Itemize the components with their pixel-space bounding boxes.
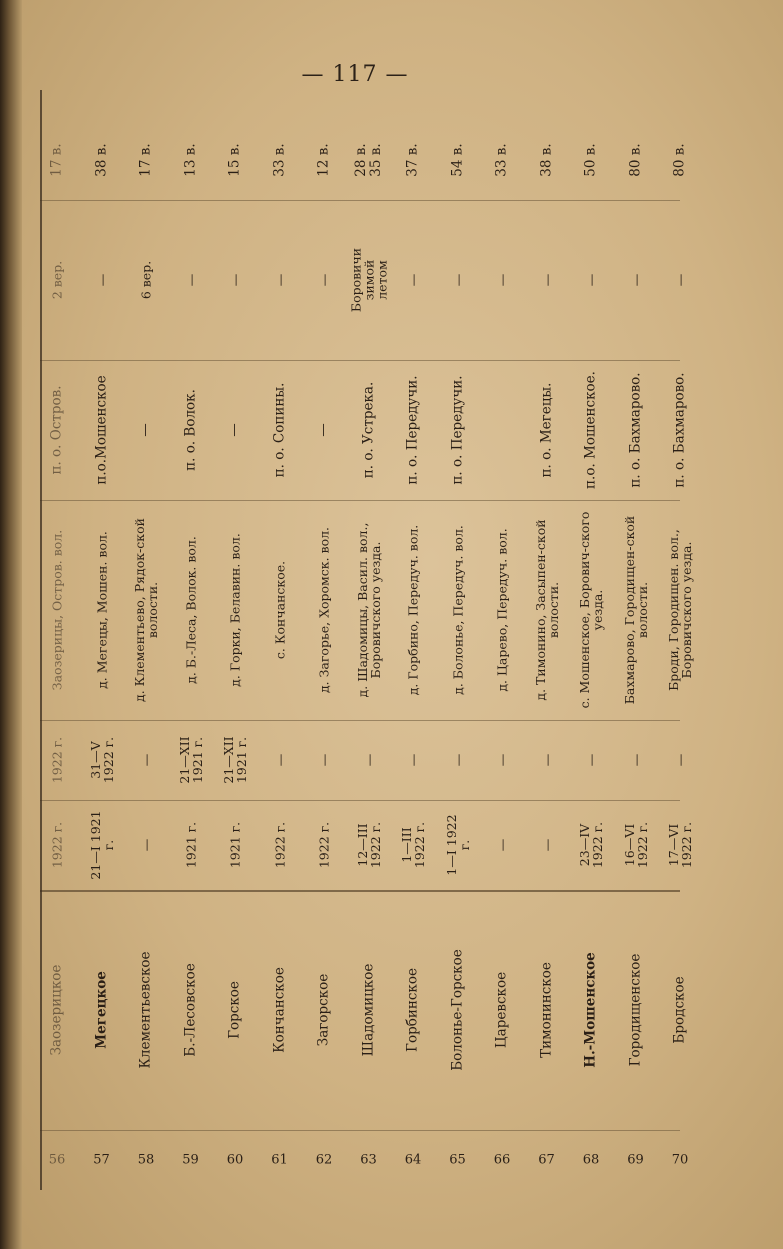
cell-text-vil: Заозерицы, Остров. вол. <box>49 529 65 691</box>
cell-vil <box>568 500 614 720</box>
cell-text-vil: д. Мегецы, Мошен. вол. <box>94 531 109 689</box>
cell-po <box>301 360 347 500</box>
cell-text-vil: д. Б.-Леса, Волок. вол. <box>183 536 198 684</box>
cell-km <box>657 120 703 200</box>
cell-km <box>346 120 392 200</box>
cell-km <box>390 120 436 200</box>
cell-d2 <box>568 720 614 800</box>
cell-text-no: 57 <box>93 1152 110 1168</box>
cell-text-po: п. о. Сопины. <box>271 382 287 478</box>
cell-dist <box>657 200 703 360</box>
cell-dist <box>435 200 481 360</box>
cell-d2 <box>168 720 214 800</box>
cell-d2 <box>657 720 703 800</box>
cell-text-d1: 21—I 1921 г. <box>87 810 116 880</box>
cell-text-d1: 1921 г. <box>183 821 198 869</box>
cell-no <box>390 1130 436 1190</box>
cell-text-km: 28 в. 35 в. <box>352 143 384 177</box>
cell-km <box>212 120 258 200</box>
cell-km <box>168 120 214 200</box>
cell-d2 <box>524 720 570 800</box>
cell-po <box>613 360 659 500</box>
cell-text-no: 68 <box>582 1152 600 1168</box>
column-rule <box>40 720 680 721</box>
cell-po <box>168 360 214 500</box>
cell-name <box>123 890 169 1130</box>
cell-no <box>123 1130 169 1190</box>
cell-text-name: Городищенское <box>627 953 643 1067</box>
cell-km <box>613 120 659 200</box>
cell-text-km: 33 в. <box>493 143 510 177</box>
cell-d2 <box>346 720 392 800</box>
table-row <box>524 90 570 1190</box>
cell-d1 <box>168 800 214 890</box>
cell-text-d1: 16—VI 1922 г. <box>621 821 650 869</box>
book-spine-edge <box>0 0 22 1249</box>
cell-no <box>657 1130 703 1190</box>
cell-text-dist: — <box>316 273 332 287</box>
cell-no <box>301 1130 347 1190</box>
cell-text-d2: 31—V 1922 г. <box>87 736 116 784</box>
cell-text-d1: — <box>494 838 510 852</box>
cell-text-km: 12 в. <box>315 143 332 177</box>
cell-text-name: Тимонинское <box>538 962 554 1058</box>
cell-d2 <box>79 720 125 800</box>
cell-text-po: п. о. Передучи. <box>449 375 465 485</box>
cell-vil <box>212 500 258 720</box>
table-row <box>123 90 169 1190</box>
cell-text-dist: — <box>583 273 599 287</box>
cell-text-no: 62 <box>315 1152 333 1168</box>
cell-d1 <box>212 800 258 890</box>
cell-text-km: 80 в. <box>671 143 688 177</box>
cell-text-dist: — <box>494 273 510 287</box>
cell-text-no: 64 <box>404 1152 422 1168</box>
cell-text-d1: 12—III 1922 г. <box>354 821 383 869</box>
cell-text-name: Кончанское <box>271 967 287 1053</box>
cell-vil <box>79 500 125 720</box>
cell-text-vil: д. Клементьево, Рядок-ской волости. <box>132 518 160 702</box>
cell-text-po: — <box>315 423 332 437</box>
cell-text-name: Царевское <box>493 971 510 1049</box>
cell-no <box>79 1130 125 1190</box>
cell-text-d2: — <box>583 753 599 767</box>
cell-text-d1: 1921 г. <box>227 821 243 869</box>
cell-text-name: Заозерицкое <box>48 964 65 1056</box>
cell-text-d2: — <box>494 753 510 767</box>
cell-text-d1: 1—I 1922 г. <box>443 814 472 876</box>
cell-no <box>479 1130 525 1190</box>
cell-text-no: 59 <box>182 1152 199 1168</box>
cell-text-dist: — <box>450 273 465 287</box>
cell-text-d2: — <box>672 753 688 767</box>
cell-vil <box>524 500 570 720</box>
cell-text-po: п. о. Передучи. <box>404 375 421 485</box>
cell-text-dist: — <box>405 273 421 287</box>
cell-dist <box>123 200 169 360</box>
cell-dist <box>168 200 214 360</box>
cell-text-d2: — <box>272 753 287 767</box>
cell-text-vil: д. Царево, Передуч. вол. <box>494 528 510 692</box>
cell-text-po: п. о. Бахмарово. <box>627 372 643 488</box>
cell-name <box>168 890 214 1130</box>
cell-text-d1: — <box>138 838 154 852</box>
cell-km <box>435 120 481 200</box>
cell-d2 <box>257 720 303 800</box>
cell-text-d1: 17—VI 1922 г. <box>666 821 694 869</box>
cell-text-vil: с. Мошенское, Борович-ского уезда. <box>577 511 605 709</box>
cell-vil <box>435 500 481 720</box>
cell-name <box>657 890 703 1130</box>
cell-po <box>79 360 125 500</box>
cell-d2 <box>479 720 525 800</box>
cell-d1 <box>479 800 525 890</box>
cell-km <box>479 120 525 200</box>
cell-text-no: 70 <box>671 1152 689 1168</box>
cell-d1 <box>257 800 303 890</box>
cell-po <box>435 360 481 500</box>
cell-text-dist: 2 вер. <box>49 260 65 300</box>
cell-text-km: 37 в. <box>404 143 421 177</box>
cell-no <box>568 1130 614 1190</box>
cell-text-vil: д. Тимонино, Засыпен-ской волости. <box>532 519 561 701</box>
cell-text-no: 61 <box>271 1152 288 1168</box>
cell-dist <box>346 200 392 360</box>
cell-text-km: 13 в. <box>182 143 198 177</box>
cell-name <box>568 890 614 1130</box>
column-rule <box>40 890 680 892</box>
cell-d1 <box>524 800 570 890</box>
cell-vil <box>657 500 703 720</box>
cell-text-d2: — <box>405 753 421 767</box>
cell-name <box>212 890 258 1130</box>
cell-po <box>657 360 703 500</box>
cell-vil <box>479 500 525 720</box>
cell-text-vil: д. Шадомицы, Васил. вол., Боровичского уезда. <box>354 522 383 698</box>
cell-text-km: 15 в. <box>226 143 243 177</box>
column-rule <box>40 800 680 801</box>
table-row <box>657 90 703 1190</box>
cell-no <box>346 1130 392 1190</box>
cell-d1 <box>435 800 481 890</box>
cell-dist <box>390 200 436 360</box>
table-border <box>40 90 42 1190</box>
cell-name <box>257 890 303 1130</box>
cell-text-name: Б.-Лесовское <box>182 963 198 1057</box>
cell-text-dist: — <box>272 273 287 287</box>
cell-text-vil: д. Горбино, Передуч. вол. <box>405 524 421 696</box>
table-row <box>479 90 525 1190</box>
cell-text-dist: — <box>628 273 643 287</box>
cell-no <box>613 1130 659 1190</box>
cell-po <box>524 360 570 500</box>
cell-d1 <box>123 800 169 890</box>
cell-text-name: Клементьевское <box>137 951 154 1069</box>
cell-text-dist: — <box>94 273 109 287</box>
cell-text-dist: Боровичи зимой летом <box>348 247 389 313</box>
column-rule <box>40 500 680 501</box>
cell-text-d2: — <box>450 753 465 767</box>
cell-d1 <box>301 800 347 890</box>
cell-name <box>79 890 125 1130</box>
cell-text-po: — <box>137 423 154 437</box>
cell-text-d2: — <box>316 753 332 767</box>
cell-text-d1: 1922 г. <box>272 821 287 869</box>
table-row <box>346 90 392 1190</box>
cell-text-d2: 1922 г. <box>49 736 65 784</box>
cell-text-no: 63 <box>360 1152 377 1168</box>
cell-no <box>435 1130 481 1190</box>
cell-text-name: Н.-Мошенское <box>582 952 599 1068</box>
cell-d1 <box>613 800 659 890</box>
cell-text-no: 56 <box>48 1152 66 1168</box>
cell-d1 <box>390 800 436 890</box>
cell-vil <box>613 500 659 720</box>
column-rule <box>40 360 680 361</box>
cell-text-d2: 21—XII 1921 г. <box>176 736 205 784</box>
cell-d1 <box>346 800 392 890</box>
cell-dist <box>479 200 525 360</box>
cell-d2 <box>212 720 258 800</box>
cell-text-po: — <box>226 423 243 437</box>
cell-text-dist: — <box>539 273 554 287</box>
cell-text-no: 66 <box>493 1152 511 1168</box>
cell-d2 <box>390 720 436 800</box>
cell-name <box>435 890 481 1130</box>
cell-text-po: п. о. Волок. <box>182 389 198 471</box>
cell-d2 <box>123 720 169 800</box>
cell-text-km: 33 в. <box>271 143 287 177</box>
cell-d1 <box>657 800 703 890</box>
cell-km <box>301 120 347 200</box>
table-row <box>212 90 258 1190</box>
cell-text-km: 80 в. <box>627 143 643 177</box>
cell-d2 <box>613 720 659 800</box>
cell-text-vil: Броди, Городищен. вол., Боровичского уезда. <box>666 529 694 691</box>
cell-d1 <box>79 800 125 890</box>
cell-vil <box>257 500 303 720</box>
cell-text-po: п. о. Остров. <box>48 385 65 475</box>
column-rule <box>40 200 680 201</box>
cell-no <box>168 1130 214 1190</box>
cell-text-d1: — <box>539 838 554 852</box>
cell-text-name: Горское <box>226 981 243 1039</box>
cell-text-d1: 23—IV 1922 г. <box>577 821 605 869</box>
cell-vil <box>168 500 214 720</box>
cell-text-d2: 21—XII 1921 г. <box>221 736 249 784</box>
cell-po <box>568 360 614 500</box>
cell-text-d2: — <box>138 753 154 767</box>
cell-d2 <box>435 720 481 800</box>
table-row <box>257 90 303 1190</box>
cell-text-no: 58 <box>137 1152 155 1168</box>
cell-text-no: 69 <box>627 1152 644 1168</box>
cell-vil <box>346 500 392 720</box>
cell-name <box>390 890 436 1130</box>
cell-d1 <box>568 800 614 890</box>
cell-km <box>568 120 614 200</box>
cell-text-km: 17 в. <box>48 143 65 177</box>
cell-name <box>301 890 347 1130</box>
cell-text-dist: — <box>672 273 688 287</box>
cell-text-km: 38 в. <box>93 143 109 177</box>
cell-text-dist: — <box>227 273 243 287</box>
cell-text-name: Болонье-Горское <box>449 949 465 1071</box>
cell-km <box>257 120 303 200</box>
cell-name <box>524 890 570 1130</box>
cell-dist <box>613 200 659 360</box>
cell-text-d1: 1—III 1922 г. <box>399 821 427 869</box>
cell-text-po: п. о. Устрека. <box>360 381 376 479</box>
cell-text-vil: д. Горки, Белавин. вол. <box>227 533 243 687</box>
cell-text-po: п. о. Бахмарово. <box>671 372 688 488</box>
table-row <box>301 90 347 1190</box>
cell-po <box>346 360 392 500</box>
cell-name <box>346 890 392 1130</box>
cell-dist <box>79 200 125 360</box>
cell-text-name: Бродское <box>671 976 688 1044</box>
cell-text-km: 38 в. <box>538 143 554 177</box>
cell-dist <box>524 200 570 360</box>
cell-text-name: Мегецкое <box>93 971 109 1049</box>
cell-text-km: 54 в. <box>449 143 465 177</box>
cell-text-d1: 1922 г. <box>49 821 65 869</box>
cell-no <box>524 1130 570 1190</box>
cell-text-po: п. о. Мегецы. <box>538 382 554 478</box>
table-row <box>79 90 125 1190</box>
table-row <box>435 90 481 1190</box>
cell-text-no: 67 <box>538 1152 555 1168</box>
cell-text-no: 65 <box>449 1152 466 1168</box>
cell-km <box>79 120 125 200</box>
cell-text-name: Шадомицкое <box>360 963 376 1057</box>
table-row <box>390 90 436 1190</box>
cell-text-dist: 6 вер. <box>138 260 154 300</box>
cell-po <box>390 360 436 500</box>
cell-po <box>257 360 303 500</box>
cell-text-d2: — <box>628 753 643 767</box>
cell-text-po: п.о.Мошенское <box>93 375 109 485</box>
cell-text-d2: — <box>361 753 376 767</box>
cell-text-vil: д. Болонье, Передуч. вол. <box>450 525 465 695</box>
table-row <box>613 90 659 1190</box>
cell-text-km: 50 в. <box>582 143 599 177</box>
cell-text-km: 17 в. <box>137 143 154 177</box>
cell-d2 <box>301 720 347 800</box>
cell-po <box>479 360 525 500</box>
cell-no <box>257 1130 303 1190</box>
cell-text-d2: — <box>539 753 554 767</box>
rotated-table <box>40 90 694 1190</box>
cell-name <box>479 890 525 1130</box>
cell-vil <box>123 500 169 720</box>
cell-po <box>123 360 169 500</box>
table-row <box>568 90 614 1190</box>
cell-po <box>212 360 258 500</box>
page-number: — 117 — <box>301 62 409 87</box>
cell-text-name: Загорское <box>315 973 332 1047</box>
cell-dist <box>212 200 258 360</box>
cell-name <box>613 890 659 1130</box>
cell-text-name: Горбинское <box>404 968 421 1052</box>
cell-vil <box>301 500 347 720</box>
cell-text-vil: д. Загорье, Хоромск. вол. <box>316 526 332 694</box>
cell-text-vil: Бахмарово, Городищен-ской волости. <box>621 515 650 705</box>
cell-vil <box>390 500 436 720</box>
table-row <box>168 90 214 1190</box>
cell-text-d1: 1922 г. <box>316 821 332 869</box>
cell-no <box>212 1130 258 1190</box>
cell-text-no: 60 <box>226 1152 244 1168</box>
cell-text-vil: с. Кончанское. <box>272 560 287 660</box>
cell-dist <box>257 200 303 360</box>
cell-text-po: п.о. Мошенское. <box>582 371 599 489</box>
column-rule <box>40 1130 680 1131</box>
cell-text-dist: — <box>183 273 198 287</box>
cell-km <box>123 120 169 200</box>
cell-dist <box>568 200 614 360</box>
cell-km <box>524 120 570 200</box>
cell-dist <box>301 200 347 360</box>
